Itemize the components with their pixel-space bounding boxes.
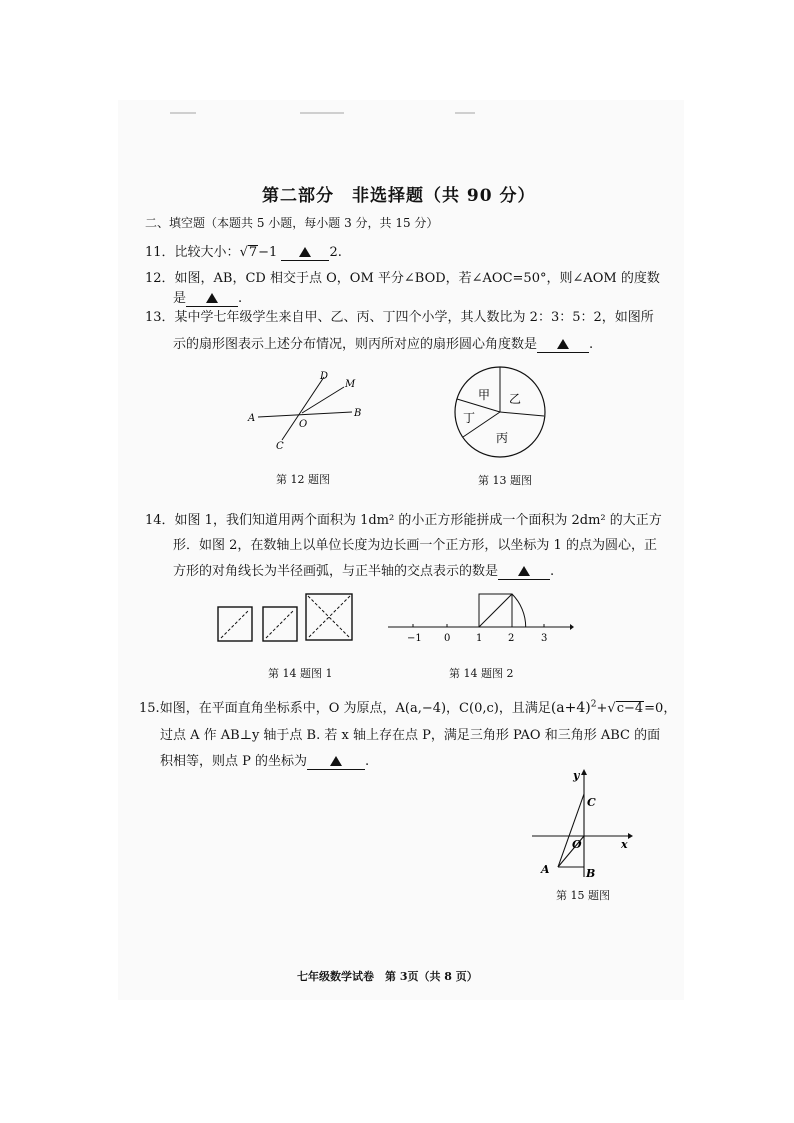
question-14-line-3 [173, 560, 554, 580]
question-number: 14． [145, 513, 175, 528]
triangle-icon [299, 247, 311, 257]
figure-13-caption: 第 13 题图 [478, 474, 532, 487]
segment-ac [558, 794, 584, 867]
question-text: 如图，AB，CD 相交于点 O，OM 平分∠BOD，若∠AOC=50°，则∠AOM 的度数 [174, 271, 660, 286]
triangle-icon [330, 756, 342, 766]
label-c: C [276, 441, 284, 452]
figure-14-2-caption: 第 14 题图 2 [449, 667, 514, 680]
label-o: O [572, 838, 582, 851]
answer-blank[interactable] [498, 564, 550, 580]
tick-label: 3 [541, 633, 548, 644]
figure-14-1 [215, 592, 357, 644]
label-m: M [345, 379, 356, 390]
question-text: 形．如图 2，在数轴上以单位长度为边长画一个正方形，以坐标为 1 的点为圆心，正 [173, 538, 657, 553]
question-12-line-1 [145, 267, 660, 286]
diagonal [221, 610, 249, 638]
question-13-line-2 [173, 333, 593, 353]
question-11: 11．比较大小：√7−1 2. [145, 245, 342, 260]
label-d: D [320, 371, 329, 382]
label-b: B [586, 867, 596, 880]
question-number: 11． [145, 245, 175, 260]
arrow-icon [628, 833, 633, 839]
sector-label-bing: 丙 [496, 431, 509, 445]
sector-label-ding: 丁 [463, 411, 476, 425]
scan-artifact [170, 112, 196, 114]
exponent: 2 [590, 699, 597, 710]
expression: (a+4) [550, 700, 591, 716]
tick-label: 0 [444, 633, 451, 644]
arc [512, 594, 526, 627]
radicand: c−4 [616, 701, 644, 716]
question-text: 如图 1，我们知道用两个面积为 1dm² 的小正方形能拼成一个面积为 2dm² 的大正方 [174, 513, 662, 528]
question-number: 12． [145, 271, 175, 286]
label-y: y [573, 769, 580, 782]
arrow-icon [581, 769, 587, 775]
triangle-icon [206, 293, 218, 303]
scan-artifact [455, 112, 475, 114]
label-o: O [299, 419, 308, 430]
section-heading: 二、填空题（本题共 5 小题，每小题 3 分，共 15 分） [145, 216, 439, 230]
figure-14-1-caption: 第 14 题图 1 [268, 667, 333, 680]
triangle-icon [518, 566, 530, 576]
question-12-line-2 [173, 287, 242, 307]
question-text: . [238, 291, 243, 306]
question-14-line-1 [145, 509, 662, 528]
figure-12 [240, 365, 370, 455]
part-title: 第二部分 非选择题（共 90 分） [262, 186, 536, 206]
radicand: 7 [248, 245, 258, 260]
question-text: −1 [258, 245, 278, 260]
diagonal [479, 594, 512, 627]
question-text: 方形的对角线长为半径画弧，与正半轴的交点表示的数是 [173, 564, 499, 579]
question-14-line-2 [173, 534, 657, 553]
question-text: . [550, 564, 555, 579]
question-text: 如图，在平面直角坐标系中，O 为原点，A(a,−4)，C(0,c)，且满足 [159, 701, 551, 716]
label-x: x [621, 838, 628, 851]
label-c: C [587, 796, 596, 809]
question-15-line-2 [160, 724, 660, 743]
question-text: =0， [644, 701, 677, 716]
question-text: . [589, 337, 594, 352]
question-text: 是 [173, 291, 187, 306]
figure-13-pie [453, 365, 548, 460]
figure-14-2 [385, 590, 575, 645]
answer-blank[interactable] [186, 291, 238, 307]
label-a: A [541, 863, 550, 876]
question-number: 15. [139, 701, 160, 716]
expression: + [596, 701, 608, 716]
page-footer: 七年级数学试卷 第 3页（共 8 页） [297, 970, 478, 983]
figure-12-caption: 第 12 题图 [276, 473, 330, 486]
sector-label-jia: 甲 [478, 388, 491, 402]
answer-blank[interactable] [281, 245, 329, 261]
question-text: . [365, 754, 370, 769]
question-13-line-1 [145, 306, 654, 325]
answer-blank[interactable] [537, 337, 589, 353]
arrow-icon [570, 624, 574, 630]
sector-label-yi: 乙 [509, 392, 522, 406]
line-cd [282, 377, 324, 440]
question-text: 过点 A 作 AB⊥y 轴于点 B. 若 x 轴上存在点 P，满足三角形 PAO 和三角形 ABC 的面 [160, 728, 661, 743]
sector-divider [500, 412, 544, 416]
question-text: 某中学七年级学生来自甲、乙、丙、丁四个小学，其人数比为 2：3：5：2，如图所 [174, 310, 654, 325]
tick-label: −1 [407, 633, 422, 644]
question-text: 积相等，则点 P 的坐标为 [160, 754, 308, 769]
question-text: 2. [329, 245, 342, 260]
label-a: A [248, 413, 256, 424]
figure-15 [530, 765, 640, 880]
answer-blank[interactable] [307, 754, 365, 770]
tick-label: 2 [508, 633, 515, 644]
diagonal [266, 610, 294, 638]
question-number: 13． [145, 310, 175, 325]
question-text: 比较大小： [174, 245, 240, 260]
tick-label: 1 [476, 633, 483, 644]
scan-artifact [300, 112, 344, 114]
question-15-line-3 [160, 750, 369, 770]
line-ab [258, 412, 352, 417]
question-15-line-1: 15.如图，在平面直角坐标系中，O 为原点，A(a,−4)，C(0,c)，且满足$(a+4)^2+√c-4=0$， [139, 699, 677, 716]
label-b: B [354, 408, 362, 419]
figure-15-caption: 第 15 题图 [556, 889, 610, 902]
triangle-icon [557, 339, 569, 349]
question-text: 示的扇形图表示上述分布情况，则丙所对应的扇形圆心角度数是 [173, 337, 538, 352]
